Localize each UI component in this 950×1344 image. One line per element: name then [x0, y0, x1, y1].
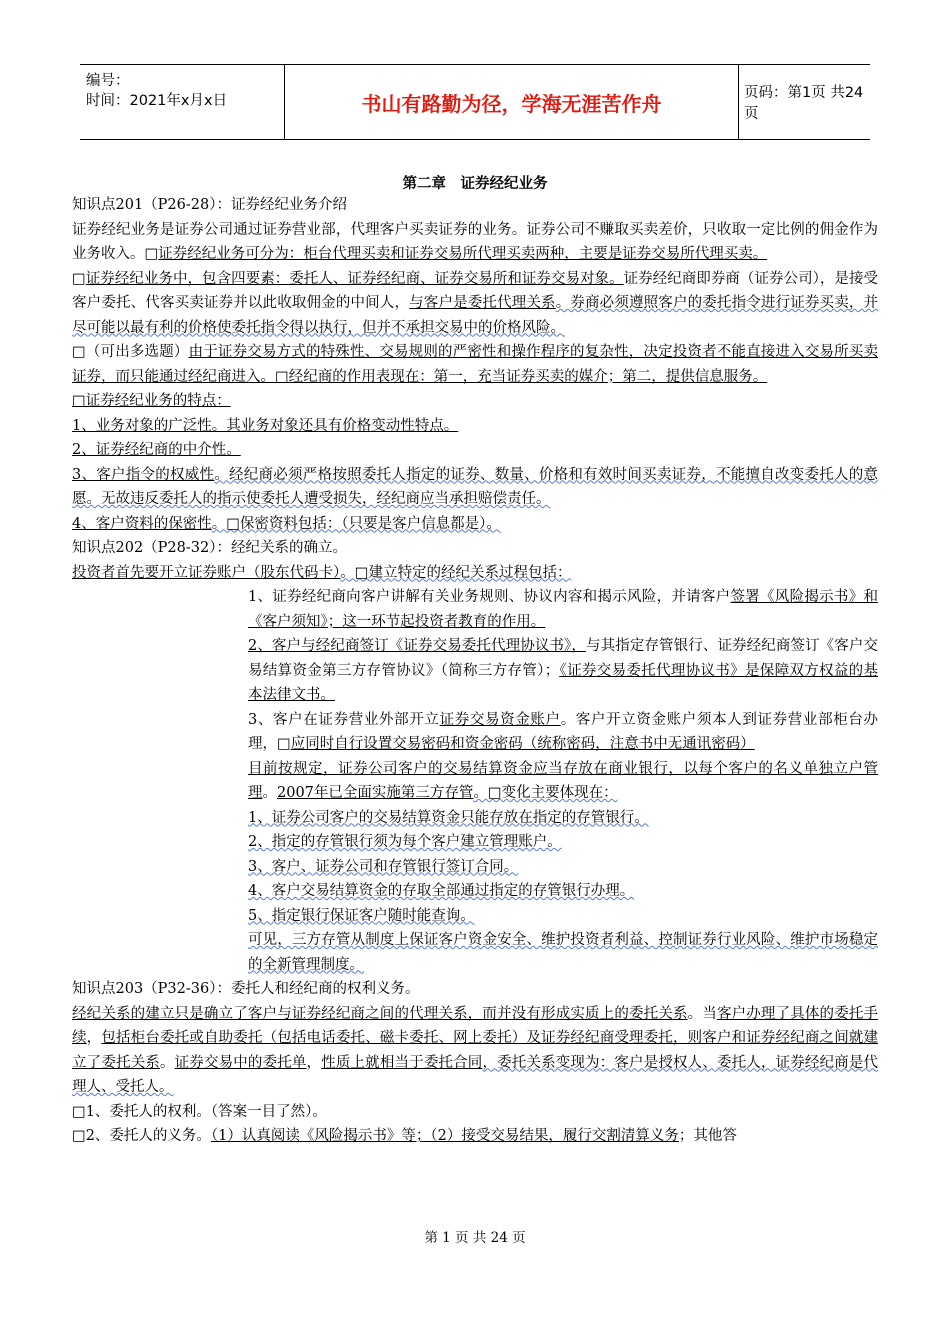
paragraph: 经纪关系的建立只是确立了客户与证券经纪商之间的代理关系，而并没有形成实质上的委托关系。当客户办理了具体的委托手续，包括柜台委托或自助委托（包括电话委托、磁卡委托、网上委托）及证券经纪商受理委托，则客户和证券经纪商之间就建立了委托关系。证券交易中的委托单，性质上就相当于委托合同，委托关系变现为：客户是授权人、委托人，证券经纪商是代理人、受托人。	[72, 1005, 879, 1095]
list-item: 3、客户、证券公司和存管银行签订合同。	[248, 858, 519, 875]
list-item: 3、客户指令的权威性。经纪商必须严格按照委托人指定的证券、数量、价格和有效时间买卖证券，不能擅自改变委托人的意愿。无故违反委托人的指示使委托人遭受损失，经纪商应当承担赔偿责任。	[72, 466, 878, 507]
page-label: 页码：第1页 共24页	[744, 85, 864, 122]
list-item: 5、指定银行保证客户随时能查询。	[248, 907, 475, 924]
header-meta	[86, 71, 227, 111]
list-item: 2、客户与经纪商签订《证券交易委托代理协议书》，与其指定存管银行、证券经纪商签订《客户交易结算资金第三方存管协议》（简称三方存管）；《证券交易委托代理协议书》是保障双方权益的基本法律文书。	[248, 638, 879, 703]
chapter-title: 第二章 证券经纪业务	[402, 176, 548, 192]
section-heading-201: 知识点201（P26-28）：证券经纪业务介绍	[72, 197, 347, 213]
paragraph: □2、委托人的义务。（1）认真阅读《风险揭示书》等；（2）接受交易结果，履行交割清算义务；其他答	[72, 1128, 737, 1144]
list-item: 2、证券经纪商的中介性。	[72, 442, 241, 458]
paragraph: □（可出多选题）由于证券交易方式的特殊性、交易规则的严密性和操作程序的复杂性，决定投资者不能直接进入交易所买卖证券，而只能通过经纪商进入。□经纪商的作用表现在：第一，充当证券买卖的媒介；第二，提供信息服务。	[72, 344, 878, 385]
paragraph: □证券经纪业务的特点：	[72, 393, 231, 409]
document-body	[72, 193, 878, 1149]
section-heading-203: 知识点203（P32-36）：委托人和经纪商的权利义务。	[72, 981, 420, 997]
number-label: 编号：	[86, 73, 130, 89]
page-header	[80, 64, 870, 140]
paragraph: 目前按规定，证券公司客户的交易结算资金应当存放在商业银行，以每个客户的名义单独立户管理。2007年已全面实施第三方存管。□变化主要体现在：	[248, 760, 878, 801]
list-item: 1、证券经纪商向客户讲解有关业务规则、协议内容和揭示风险，并请客户签署《风险揭示书》和《客户须知》；这一环节起投资者教育的作用。	[248, 589, 878, 630]
list-item: 4、客户资料的保密性。□保密资料包括：（只要是客户信息都是）。	[72, 515, 501, 532]
paragraph: 证券经纪业务是证券公司通过证券营业部，代理客户买卖证券的业务。证券公司不赚取买卖差价，只收取一定比例的佣金作为业务收入。□证券经纪业务可分为：柜台代理买卖和证券交易所代理买卖两种，主要是证券交易所代理买卖。	[72, 221, 878, 262]
section-heading-202: 知识点202（P28-32）：经纪关系的确立。	[72, 540, 347, 556]
list-item: 1、业务对象的广泛性。其业务对象还具有价格变动性特点。	[72, 417, 459, 434]
list-item: 3、客户在证券营业外部开立证券交易资金账户。客户开立资金账户须本人到证券营业部柜台办理，□应同时自行设置交易密码和资金密码（统称密码，注意书中无通讯密码）	[248, 711, 878, 752]
paragraph: □证券经纪业务中，包含四要素：委托人、证券经纪商、证券交易所和证券交易对象。证券经纪商即券商（证券公司），是接受客户委托、代客买卖证券并以此收取佣金的中间人，与客户是委托代理关系。券商必须遵照客户的委托指令进行证券买卖，并尽可能以最有利的价格使委托指令得以执行，但并不承担交易中的价格风险。	[72, 270, 879, 336]
paragraph: □1、委托人的权利。（答案一目了然）。	[72, 1103, 327, 1120]
paragraph: 可见，三方存管从制度上保证客户资金安全、维护投资者利益、控制证券行业风险、维护市场稳定的全新管理制度。	[248, 932, 878, 973]
page-footer: 第 1 页 共 24 页	[424, 1230, 526, 1246]
paragraph: 投资者首先要开立证券账户（股东代码卡）。□建立特定的经纪关系过程包括：	[72, 564, 572, 581]
list-item: 4、客户交易结算资金的存取全部通过指定的存管银行办理。	[248, 883, 635, 899]
time-label: 时间：2021年x月x日	[86, 93, 228, 109]
list-item: 1、证券公司客户的交易结算资金只能存放在指定的存管银行。	[248, 809, 649, 826]
list-item: 2、指定的存管银行须为每个客户建立管理账户。	[248, 834, 562, 850]
motto: 书山有路勤为径，学海无涯苦作舟	[284, 65, 739, 139]
